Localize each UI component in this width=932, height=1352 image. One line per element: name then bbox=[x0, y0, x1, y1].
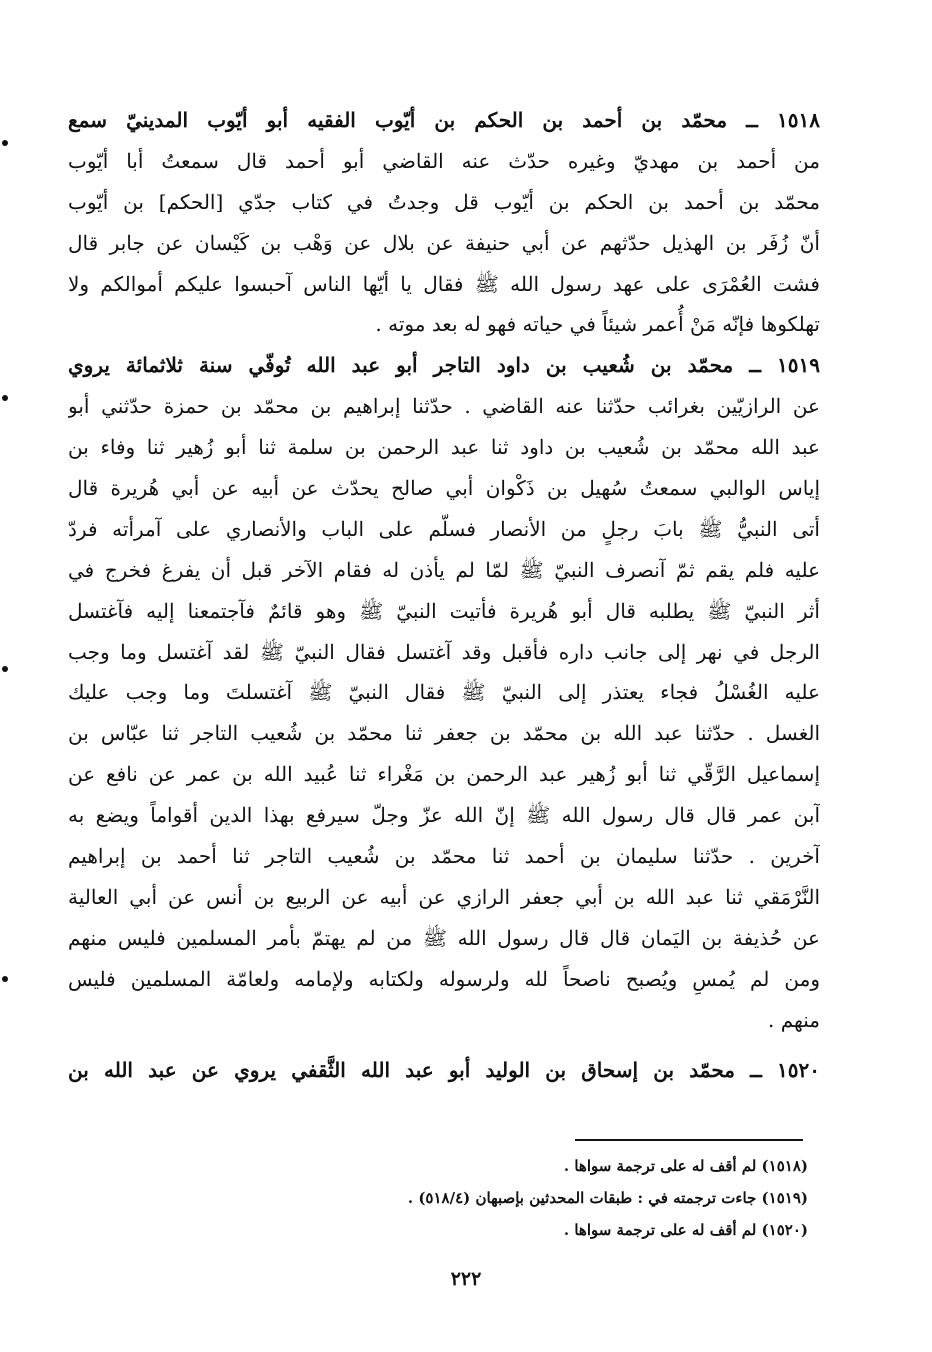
text-line: عن حُذيفة بن اليَمان قال قال رسول الله ﷺ من لم يهتمّ بأمر المسلمين فليس منهم bbox=[68, 925, 820, 950]
entry-heading: ١٥٢٠ ــ محمّد بن إسحاق بن الوليد أبو عبد الله الثَّقفي يروي عن عبد الله بن bbox=[68, 1058, 820, 1083]
text-line: عن الرازيّين بغرائب حدّثنا عنه القاضي . حدّثنا إبراهيم بن محمّد بن حمزة حدّثني أبو bbox=[68, 394, 820, 419]
footnote: (١٥١٩) جاءت ترجمته في : طبقات المحدثين بإصبهان (٥١٨/٤) . bbox=[407, 1189, 808, 1207]
text-line: عليه فلم يقم ثمّ آنصرف النبيّ ﷺ لمّا لم يأذن له فقام الآخر قبل أن يفرغ فخرج في bbox=[68, 557, 820, 582]
footnote-separator bbox=[575, 1139, 803, 1141]
footnote: (١٥٢٠) لم أقف له على ترجمة سواها . bbox=[563, 1221, 808, 1239]
text-line: من أحمد بن مهديّ وغيره حدّث عنه القاضي أبو أحمد قال سمعتُ أبا أيّوب bbox=[68, 148, 820, 173]
text-line: الغسل . حدّثنا عبد الله بن محمّد بن جعفر ثنا محمّد بن شُعيب التاجر ثنا عبّاس بن bbox=[68, 721, 820, 746]
text-line: أتى النبيُّ ﷺ بابَ رجلٍ من الأنصار فسلّم على الباب والأنصاري على آمرأته فردّ bbox=[68, 516, 820, 541]
text-line: ومن لم يُمسِ ويُصبح ناصحاً لله ولرسوله ولكتابه ولإمامه ولعامّة المسلمين فليس bbox=[68, 966, 820, 991]
text-line: إسماعيل الرَّقّي ثنا أبو زُهير عبد الرحمن بن مَغْراء ثنا عُبيد الله بن عمر عن نافع عن bbox=[68, 762, 820, 787]
text-line: آخرين . حدّثنا سليمان بن أحمد ثنا محمّد بن شُعيب التاجر ثنا أحمد بن إبراهيم bbox=[68, 844, 820, 869]
main-text bbox=[68, 100, 820, 1091]
footnotes bbox=[300, 1150, 808, 1246]
margin-mark bbox=[2, 666, 8, 672]
text-line: آبن عمر قال قال رسول الله ﷺ إنّ الله عزّ وجلّ سيرفع بهذا الدين أقواماً ويضع به bbox=[68, 803, 820, 828]
margin-mark bbox=[2, 976, 8, 982]
text-line: إياس الوالبي سمعتُ سُهيل بن ذَكْوان أبي صالح يحدّث عن أبيه عن أبي هُريرة قال bbox=[68, 476, 820, 501]
biography-entry-1520 bbox=[68, 1050, 820, 1091]
entry-heading: ١٥١٨ ــ محمّد بن أحمد بن الحكم بن أيّوب الفقيه أبو أيّوب المدينيّ سمع bbox=[68, 108, 820, 132]
footnote: (١٥١٨) لم أقف له على ترجمة سواها . bbox=[563, 1157, 808, 1175]
text-line: فشت العُمْرَى على عهد رسول الله ﷺ فقال يا أيّها الناس آحبسوا عليكم أموالكم ولا bbox=[68, 271, 820, 296]
text-line: الرجل في نهر إلى جانب داره فأقبل وقد آغتسل فقال النبيّ ﷺ لقد آغتسل وما وجب bbox=[68, 639, 820, 664]
page-number: ٢٢٢ bbox=[450, 1268, 482, 1290]
text-line: محمّد بن أحمد بن الحكم بن أيّوب قل وجدتُ في كتاب جدّي [الحكم] بن أيّوب bbox=[68, 189, 820, 214]
text-line: منهم . bbox=[768, 1007, 820, 1032]
text-line: أثر النبيّ ﷺ يطلبه قال أبو هُريرة فأتيت النبيّ ﷺ وهو قائمٌ فآجتمعنا إليه فآغتسل bbox=[68, 598, 820, 623]
entry-heading: ١٥١٩ ــ محمّد بن شُعيب بن داود التاجر أبو عبد الله تُوفّي سنة ثلاثمائة يروي bbox=[68, 353, 820, 378]
text-line: أنّ زُفَر بن الهذيل حدّثهم عن أبي حنيفة عن بلال عن وَهْب بن كَيْسان عن جابر قال bbox=[68, 230, 820, 255]
biography-entry-1518 bbox=[68, 100, 820, 345]
margin-mark bbox=[2, 140, 8, 146]
text-line: عبد الله محمّد بن شُعيب بن داود ثنا عبد الرحمن بن سلمة ثنا أبو زُهير ثنا وفاء بن bbox=[68, 435, 820, 460]
text-line: تهلكوها فإنّه مَنْ أُعمر شيئاً في حياته فهو له بعد موته . bbox=[375, 312, 820, 337]
text-line: النَّرْمَقي ثنا عبد الله بن أبي جعفر الرازي عن أبيه عن الربيع بن أنس عن أبي العالية bbox=[68, 884, 820, 909]
margin-mark bbox=[2, 395, 8, 401]
biography-entry-1519 bbox=[68, 345, 820, 1040]
text-line: عليه الغُسْلُ فجاء يعتذر إلى النبيّ ﷺ فقال النبيّ ﷺ آغتسلتَ وما وجب عليك bbox=[68, 680, 820, 705]
